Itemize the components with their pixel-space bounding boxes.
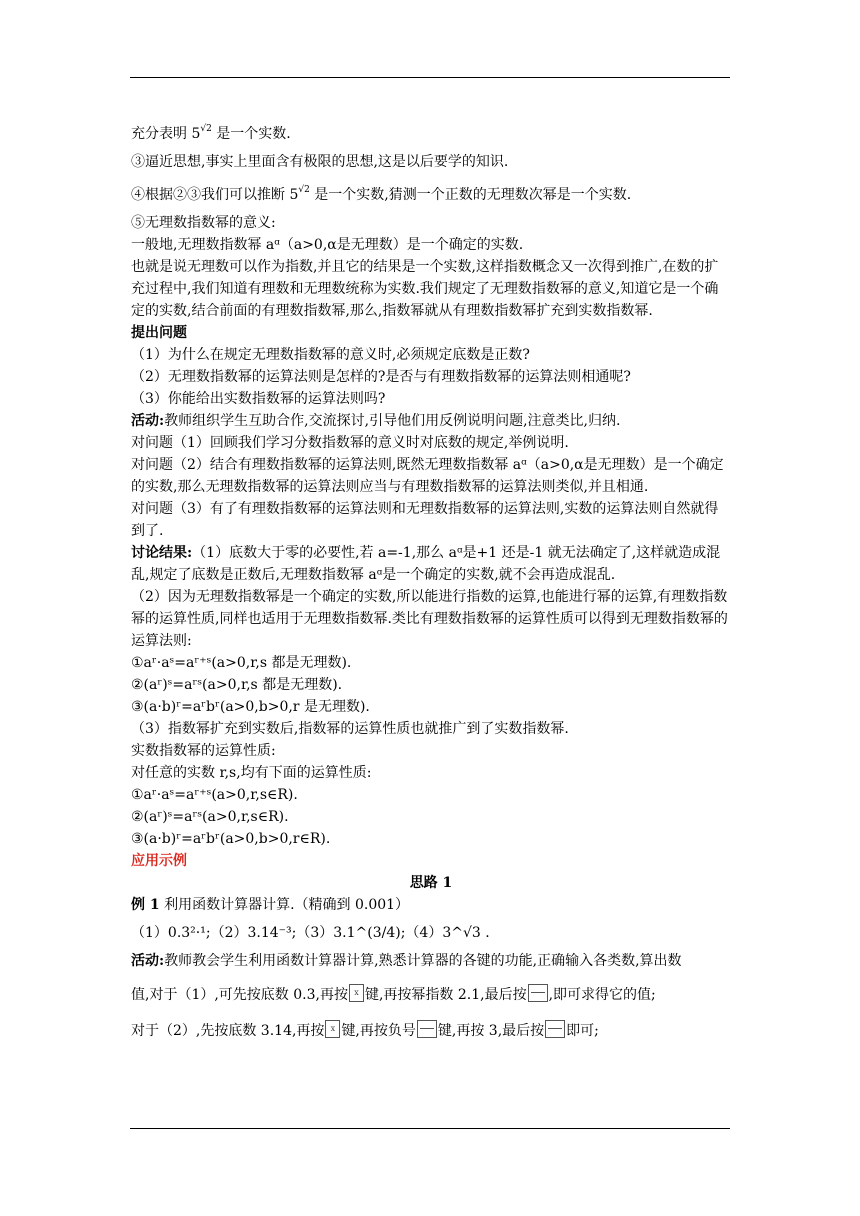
rule-irrational-3: ③(a·b)ʳ=aʳbʳ(a>0,b>0,r 是无理数). [131,699,370,715]
answer-problem-1: 对问题（1）回顾我们学习分数指数幂的意义时对底数的规定,举例说明. [131,435,569,451]
para-definition: 一般地,无理数指数幂 aᵅ（a>0,α是无理数）是一个确定的实数. [131,237,524,253]
para-limit-idea: ③逼近思想,事实上里面含有极限的思想,这是以后要学的知识. [131,154,509,170]
question-3: （3）你能给出实数指数幂的运算法则吗? [131,391,386,407]
footer-rule [130,1128,730,1129]
para-sqrt2-real: 充分表明 $5^{√2}$ 是一个实数. [131,124,291,142]
discussion-result-3: （3）指数幂扩充到实数后,指数幂的运算性质也就推广到了实数指数幂. [131,721,569,737]
rule-irrational-2: ②(aʳ)ˢ=aʳˢ(a>0,r,s 都是无理数). [131,677,343,693]
para-meaning-title: ⑤无理数指数幂的意义: [131,215,276,231]
properties-title: 实数指数幂的运算性质: [131,743,276,759]
property-real-1: ①aʳ·aˢ=aʳ⁺ˢ(a>0,r,s∈R). [131,787,298,803]
para-explanation: 也就是说无理数可以作为指数,并且它的结果是一个实数,这样指数概念又一次得到推广,在数的扩充过程中,我们知道有理数和无理数统称为实数.我们规定了无理数指数幂的意义,知道它是一个确定的实数,结合前面的有理数指数幂,那么,指数幂就从有理数指数幂扩充到实数指数幂. [131,259,719,319]
negative-key-icon [417,1020,437,1038]
activity-2-step-2: 对于（2）,先按底数 3.14,再按 x 键,再按负号 键,再按 3,最后按 即可; [131,1020,731,1042]
property-real-2: ②(aʳ)ˢ=aʳˢ(a>0,r,s∈R). [131,809,289,825]
header-rule [130,77,730,78]
example-1-items: （1）0.3²·¹;（2）3.14⁻³;（3）3.1^(3/4);（4）3^√3 . [131,925,490,941]
example-1-title: 例 1 利用函数计算器计算.（精确到 0.001） [131,897,410,913]
answer-problem-3: 对问题（3）有了有理数指数幂的运算法则和无理数指数幂的运算法则,实数的运算法则自然就得到了. [131,501,719,539]
discussion-result-1: 讨论结果:（1）底数大于零的必要性,若 a=-1,那么 aᵅ是+1 还是-1 就无法确定了,这样就造成混乱,规定了底数是正数后,无理数指数幂 aᵅ是一个确定的实数,就不会再造成混乱. [131,545,721,583]
question-2: （2）无理数指数幂的运算法则是怎样的?是否与有理数指数幂的运算法则相通呢? [131,369,631,385]
answer-problem-2: 对问题（2）结合有理数指数幂的运算法则,既然无理数指数幂 aᵅ（a>0,α是无理数）是一个确定的实数,那么无理数指数幂的运算法则应当与有理数指数幂的运算法则类似,并且相通. [131,457,724,495]
property-real-3: ③(a·b)ʳ=aʳbʳ(a>0,b>0,r∈R). [131,831,331,847]
activity-2: 活动:教师教会学生利用函数计算器计算,熟悉计算器的各键的功能,正确输入各类数,算出数 [131,953,682,969]
activity-2-step-1: 值,对于（1）,可先按底数 0.3,再按 x 键,再按幂指数 2.1,最后按 ,即可求得它的值; [131,984,731,1006]
activity-1: 活动:教师组织学生互助合作,交流探讨,引导他们用反例说明问题,注意类比,归纳. [131,413,621,429]
equals-key-icon [545,1020,565,1038]
heading-application: 应用示例 [131,853,187,869]
power-key-icon: x [349,984,364,1002]
properties-intro: 对任意的实数 r,s,均有下面的运算性质: [131,765,372,781]
document-body [131,112,731,1042]
heading-raise-problem: 提出问题 [131,325,187,341]
rule-irrational-1: ①aʳ·aˢ=aʳ⁺ˢ(a>0,r,s 都是无理数). [131,655,352,671]
equals-key-icon [528,984,548,1002]
power-key-icon: x [325,1020,340,1038]
heading-idea-1: 思路 1 [409,875,453,891]
discussion-result-2: （2）因为无理数指数幂是一个确定的实数,所以能进行指数的运算,也能进行幂的运算,有理数指数幂的运算性质,同样也适用于无理数指数幂.类比有理数指数幂的运算性质可以得到无理数指数幂的运算法则: [131,589,728,649]
para-infer: ④根据②③我们可以推断 $5^{√2}$ 是一个实数,猜测一个正数的无理数次幂是一个实数. [131,185,632,203]
question-1: （1）为什么在规定无理数指数幂的意义时,必须规定底数是正数? [131,347,530,363]
